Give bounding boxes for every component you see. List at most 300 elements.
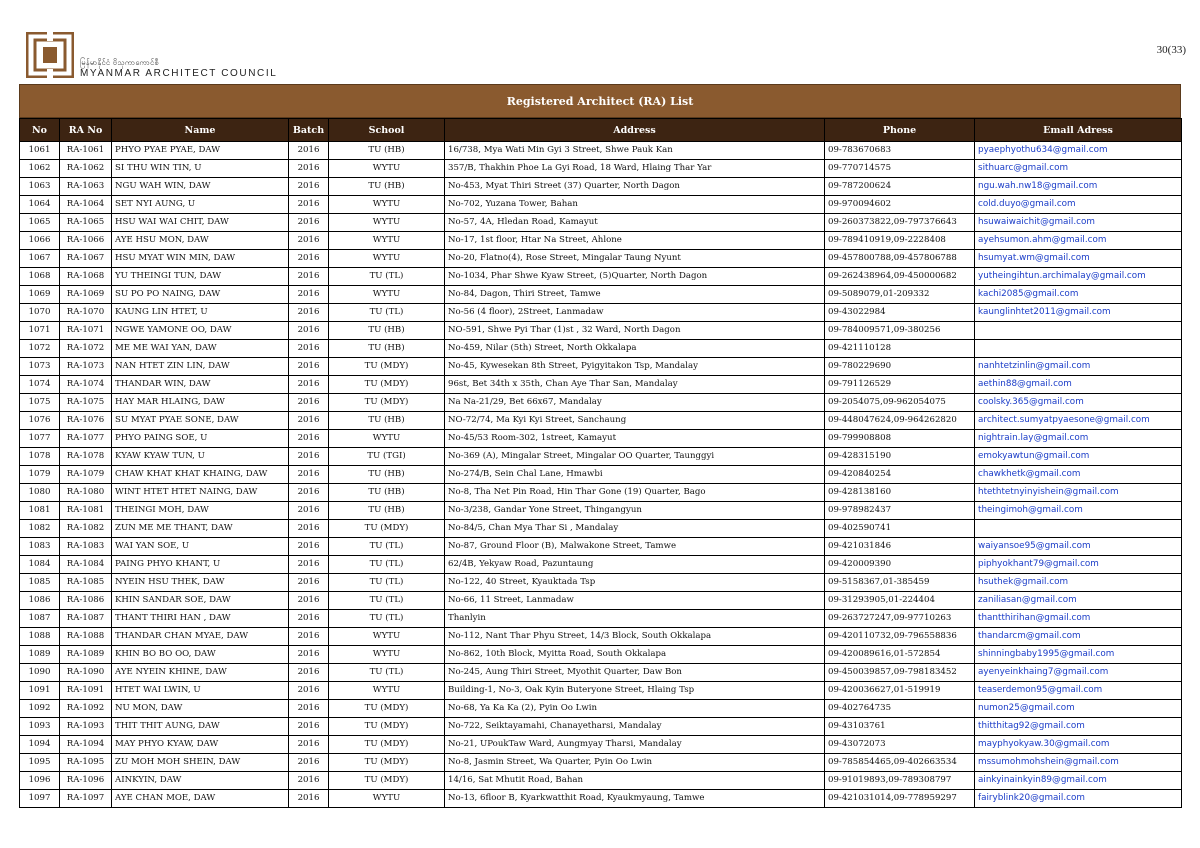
cell-phone: 09-420089616,01-572854 xyxy=(825,646,975,664)
cell-phone: 09-5158367,01-385459 xyxy=(825,574,975,592)
cell-email[interactable]: mssumohmohshein@gmail.com xyxy=(975,754,1182,772)
table-row xyxy=(20,592,1182,610)
cell-email[interactable]: nanhtetzinlin@gmail.com xyxy=(975,358,1182,376)
cell-no: 1063 xyxy=(20,178,60,196)
cell-ra-no: RA-1066 xyxy=(60,232,112,250)
cell-phone: 09-428315190 xyxy=(825,448,975,466)
cell-phone: 09-457800788,09-457806788 xyxy=(825,250,975,268)
col-header-name: Name xyxy=(112,119,289,142)
cell-phone: 09-450039857,09-798183452 xyxy=(825,664,975,682)
cell-address: No-56 (4 floor), 2Street, Lanmadaw xyxy=(445,304,825,322)
cell-phone: 09-402764735 xyxy=(825,700,975,718)
cell-name: WINT HTET HTET NAING, DAW xyxy=(112,484,289,502)
cell-email[interactable]: thitthitag92@gmail.com xyxy=(975,718,1182,736)
cell-batch: 2016 xyxy=(289,700,329,718)
cell-no: 1095 xyxy=(20,754,60,772)
cell-email[interactable]: theingimoh@gmail.com xyxy=(975,502,1182,520)
cell-ra-no: RA-1090 xyxy=(60,664,112,682)
cell-ra-no: RA-1089 xyxy=(60,646,112,664)
table-row xyxy=(20,484,1182,502)
cell-no: 1080 xyxy=(20,484,60,502)
cell-ra-no: RA-1073 xyxy=(60,358,112,376)
cell-ra-no: RA-1074 xyxy=(60,376,112,394)
council-logo-icon xyxy=(26,32,74,78)
cell-no: 1072 xyxy=(20,340,60,358)
cell-email[interactable]: cold.duyo@gmail.com xyxy=(975,196,1182,214)
table-row xyxy=(20,718,1182,736)
table-row xyxy=(20,646,1182,664)
cell-school: TU (HB) xyxy=(329,340,445,358)
cell-email[interactable]: shinningbaby1995@gmail.com xyxy=(975,646,1182,664)
cell-name: NYEIN HSU THEK, DAW xyxy=(112,574,289,592)
cell-phone: 09-420009390 xyxy=(825,556,975,574)
cell-ra-no: RA-1088 xyxy=(60,628,112,646)
cell-email[interactable]: piphyokhant79@gmail.com xyxy=(975,556,1182,574)
cell-address: No-84, Dagon, Thiri Street, Tamwe xyxy=(445,286,825,304)
cell-ra-no: RA-1081 xyxy=(60,502,112,520)
cell-address: No-84/5, Chan Mya Thar Si , Mandalay xyxy=(445,520,825,538)
cell-email xyxy=(975,340,1182,358)
table-row xyxy=(20,538,1182,556)
cell-ra-no: RA-1084 xyxy=(60,556,112,574)
cell-name: THANDAR WIN, DAW xyxy=(112,376,289,394)
cell-address: No-21, UPoukTaw Ward, Aungmyay Tharsi, Mandalay xyxy=(445,736,825,754)
cell-email[interactable]: hsumyat.wm@gmail.com xyxy=(975,250,1182,268)
cell-address: 357/B, Thakhin Phoe La Gyi Road, 18 Ward, Hlaing Thar Yar xyxy=(445,160,825,178)
cell-email[interactable]: numon25@gmail.com xyxy=(975,700,1182,718)
cell-email[interactable]: zaniliasan@gmail.com xyxy=(975,592,1182,610)
cell-ra-no: RA-1092 xyxy=(60,700,112,718)
table-row xyxy=(20,376,1182,394)
cell-batch: 2016 xyxy=(289,196,329,214)
cell-name: AYE CHAN MOE, DAW xyxy=(112,790,289,808)
cell-phone: 09-787200624 xyxy=(825,178,975,196)
cell-batch: 2016 xyxy=(289,160,329,178)
cell-no: 1071 xyxy=(20,322,60,340)
cell-address: No-245, Aung Thiri Street, Myothit Quarter, Daw Bon xyxy=(445,664,825,682)
cell-ra-no: RA-1096 xyxy=(60,772,112,790)
cell-batch: 2016 xyxy=(289,322,329,340)
cell-school: TU (TL) xyxy=(329,556,445,574)
cell-school: TU (MDY) xyxy=(329,736,445,754)
cell-phone: 09-448047624,09-964262820 xyxy=(825,412,975,430)
cell-ra-no: RA-1061 xyxy=(60,142,112,160)
table-title: Registered Architect (RA) List xyxy=(19,84,1181,118)
cell-ra-no: RA-1093 xyxy=(60,718,112,736)
cell-email xyxy=(975,322,1182,340)
cell-phone: 09-421031846 xyxy=(825,538,975,556)
cell-name: NAN HTET ZIN LIN, DAW xyxy=(112,358,289,376)
cell-school: TU (MDY) xyxy=(329,358,445,376)
cell-school: WYTU xyxy=(329,628,445,646)
table-row xyxy=(20,412,1182,430)
cell-name: SET NYI AUNG, U xyxy=(112,196,289,214)
cell-name: NGWE YAMONE OO, DAW xyxy=(112,322,289,340)
cell-batch: 2016 xyxy=(289,592,329,610)
cell-address: No-45/53 Room-302, 1street, Kamayut xyxy=(445,430,825,448)
cell-address: No-459, Nilar (5th) Street, North Okkalapa xyxy=(445,340,825,358)
cell-batch: 2016 xyxy=(289,790,329,808)
cell-school: TU (MDY) xyxy=(329,394,445,412)
cell-ra-no: RA-1068 xyxy=(60,268,112,286)
cell-address: No-369 (A), Mingalar Street, Mingalar OO Quarter, Taunggyi xyxy=(445,448,825,466)
cell-no: 1084 xyxy=(20,556,60,574)
cell-name: YU THEINGI TUN, DAW xyxy=(112,268,289,286)
cell-email[interactable]: fairyblink20@gmail.com xyxy=(975,790,1182,808)
col-header-email: Email Adress xyxy=(975,119,1182,142)
cell-phone: 09-970094602 xyxy=(825,196,975,214)
cell-batch: 2016 xyxy=(289,142,329,160)
col-header-no: No xyxy=(20,119,60,142)
cell-no: 1081 xyxy=(20,502,60,520)
cell-phone: 09-260373822,09-797376643 xyxy=(825,214,975,232)
cell-batch: 2016 xyxy=(289,538,329,556)
cell-address: NO-591, Shwe Pyi Thar (1)st , 32 Ward, North Dagon xyxy=(445,322,825,340)
col-header-ra-no: RA No xyxy=(60,119,112,142)
cell-school: TU (TL) xyxy=(329,574,445,592)
cell-name: NGU WAH WIN, DAW xyxy=(112,178,289,196)
cell-address: 96st, Bet 34th x 35th, Chan Aye Thar San, Mandalay xyxy=(445,376,825,394)
cell-ra-no: RA-1097 xyxy=(60,790,112,808)
cell-no: 1076 xyxy=(20,412,60,430)
cell-phone: 09-43072073 xyxy=(825,736,975,754)
table-row xyxy=(20,178,1182,196)
cell-school: TU (MDY) xyxy=(329,376,445,394)
cell-ra-no: RA-1086 xyxy=(60,592,112,610)
table-row xyxy=(20,736,1182,754)
col-header-address: Address xyxy=(445,119,825,142)
cell-phone: 09-780229690 xyxy=(825,358,975,376)
cell-name: CHAW KHAT KHAT KHAING, DAW xyxy=(112,466,289,484)
cell-address: No-87, Ground Floor (B), Malwakone Street, Tamwe xyxy=(445,538,825,556)
cell-batch: 2016 xyxy=(289,340,329,358)
cell-batch: 2016 xyxy=(289,664,329,682)
cell-email[interactable]: pyaephyothu634@gmail.com xyxy=(975,142,1182,160)
cell-school: WYTU xyxy=(329,232,445,250)
col-header-school: School xyxy=(329,119,445,142)
cell-batch: 2016 xyxy=(289,682,329,700)
cell-name: PHYO PYAE PYAE, DAW xyxy=(112,142,289,160)
cell-name: ME ME WAI YAN, DAW xyxy=(112,340,289,358)
cell-no: 1074 xyxy=(20,376,60,394)
col-header-batch: Batch xyxy=(289,119,329,142)
cell-address: 62/4B, Yekyaw Road, Pazuntaung xyxy=(445,556,825,574)
cell-email[interactable]: sithuarc@gmail.com xyxy=(975,160,1182,178)
cell-ra-no: RA-1082 xyxy=(60,520,112,538)
cell-no: 1070 xyxy=(20,304,60,322)
cell-name: AINKYIN, DAW xyxy=(112,772,289,790)
cell-no: 1064 xyxy=(20,196,60,214)
cell-no: 1073 xyxy=(20,358,60,376)
cell-no: 1083 xyxy=(20,538,60,556)
table-row xyxy=(20,790,1182,808)
table-row xyxy=(20,196,1182,214)
table-row xyxy=(20,358,1182,376)
cell-school: WYTU xyxy=(329,430,445,448)
table-row xyxy=(20,250,1182,268)
cell-address: No-122, 40 Street, Kyauktada Tsp xyxy=(445,574,825,592)
cell-no: 1078 xyxy=(20,448,60,466)
cell-no: 1097 xyxy=(20,790,60,808)
cell-no: 1088 xyxy=(20,628,60,646)
ra-table xyxy=(19,118,1182,808)
cell-phone: 09-31293905,01-224404 xyxy=(825,592,975,610)
cell-no: 1067 xyxy=(20,250,60,268)
cell-phone: 09-784009571,09-380256 xyxy=(825,322,975,340)
cell-school: TU (TL) xyxy=(329,538,445,556)
table-header-row xyxy=(20,119,1182,142)
cell-batch: 2016 xyxy=(289,646,329,664)
cell-school: TU (MDY) xyxy=(329,754,445,772)
cell-phone: 09-5089079,01-209332 xyxy=(825,286,975,304)
cell-email[interactable]: thandarcm@gmail.com xyxy=(975,628,1182,646)
cell-address: No-8, Tha Net Pin Road, Hin Thar Gone (19) Quarter, Bago xyxy=(445,484,825,502)
table-row xyxy=(20,754,1182,772)
ra-list-sheet xyxy=(19,84,1181,808)
table-row xyxy=(20,610,1182,628)
cell-phone: 09-43103761 xyxy=(825,718,975,736)
cell-school: TU (MDY) xyxy=(329,700,445,718)
cell-email[interactable]: architect.sumyatpyaesone@gmail.com xyxy=(975,412,1182,430)
table-row xyxy=(20,700,1182,718)
cell-no: 1082 xyxy=(20,520,60,538)
cell-email[interactable]: mayphyokyaw.30@gmail.com xyxy=(975,736,1182,754)
cell-no: 1094 xyxy=(20,736,60,754)
cell-batch: 2016 xyxy=(289,412,329,430)
cell-ra-no: RA-1070 xyxy=(60,304,112,322)
cell-ra-no: RA-1087 xyxy=(60,610,112,628)
cell-school: TU (TL) xyxy=(329,304,445,322)
cell-no: 1065 xyxy=(20,214,60,232)
cell-address: No-20, Flatno(4), Rose Street, Mingalar Taung Nyunt xyxy=(445,250,825,268)
cell-batch: 2016 xyxy=(289,232,329,250)
cell-school: TU (MDY) xyxy=(329,772,445,790)
cell-school: WYTU xyxy=(329,682,445,700)
cell-school: WYTU xyxy=(329,214,445,232)
table-row xyxy=(20,466,1182,484)
cell-phone: 09-402590741 xyxy=(825,520,975,538)
table-row xyxy=(20,286,1182,304)
cell-batch: 2016 xyxy=(289,754,329,772)
cell-no: 1096 xyxy=(20,772,60,790)
cell-school: TU (TL) xyxy=(329,268,445,286)
cell-address: No-1034, Phar Shwe Kyaw Street, (5)Quarter, North Dagon xyxy=(445,268,825,286)
cell-batch: 2016 xyxy=(289,214,329,232)
cell-name: SI THU WIN TIN, U xyxy=(112,160,289,178)
cell-phone: 09-783670683 xyxy=(825,142,975,160)
cell-email[interactable]: ainkyinainkyin89@gmail.com xyxy=(975,772,1182,790)
cell-ra-no: RA-1065 xyxy=(60,214,112,232)
cell-ra-no: RA-1069 xyxy=(60,286,112,304)
cell-email[interactable]: kachi2085@gmail.com xyxy=(975,286,1182,304)
cell-email[interactable]: coolsky.365@gmail.com xyxy=(975,394,1182,412)
cell-name: AYE HSU MON, DAW xyxy=(112,232,289,250)
cell-school: TU (MDY) xyxy=(329,520,445,538)
cell-email[interactable]: hsuthek@gmail.com xyxy=(975,574,1182,592)
cell-batch: 2016 xyxy=(289,394,329,412)
cell-phone: 09-43022984 xyxy=(825,304,975,322)
cell-name: WAI YAN SOE, U xyxy=(112,538,289,556)
cell-ra-no: RA-1076 xyxy=(60,412,112,430)
cell-no: 1089 xyxy=(20,646,60,664)
cell-address: No-453, Myat Thiri Street (37) Quarter, North Dagon xyxy=(445,178,825,196)
cell-address: Na Na-21/29, Bet 66x67, Mandalay xyxy=(445,394,825,412)
cell-ra-no: RA-1077 xyxy=(60,430,112,448)
cell-school: TU (HB) xyxy=(329,322,445,340)
cell-name: HSU WAI WAI CHIT, DAW xyxy=(112,214,289,232)
cell-name: KHIN BO BO OO, DAW xyxy=(112,646,289,664)
cell-batch: 2016 xyxy=(289,628,329,646)
cell-school: WYTU xyxy=(329,790,445,808)
cell-address: Building-1, No-3, Oak Kyin Buteryone Street, Hlaing Tsp xyxy=(445,682,825,700)
cell-batch: 2016 xyxy=(289,556,329,574)
cell-email[interactable]: teaserdemon95@gmail.com xyxy=(975,682,1182,700)
cell-batch: 2016 xyxy=(289,178,329,196)
cell-no: 1077 xyxy=(20,430,60,448)
cell-name: PAING PHYO KHANT, U xyxy=(112,556,289,574)
cell-address: NO-72/74, Ma Kyi Kyi Street, Sanchaung xyxy=(445,412,825,430)
cell-phone: 09-420110732,09-796558836 xyxy=(825,628,975,646)
cell-address: No-112, Nant Thar Phyu Street, 14/3 Block, South Okkalapa xyxy=(445,628,825,646)
cell-phone: 09-791126529 xyxy=(825,376,975,394)
cell-school: TU (TL) xyxy=(329,664,445,682)
cell-email[interactable]: chawkhetk@gmail.com xyxy=(975,466,1182,484)
cell-no: 1086 xyxy=(20,592,60,610)
cell-address: No-17, 1st floor, Htar Na Street, Ahlone xyxy=(445,232,825,250)
table-row xyxy=(20,142,1182,160)
cell-address: No-68, Ya Ka Ka (2), Pyin Oo Lwin xyxy=(445,700,825,718)
cell-name: ZUN ME ME THANT, DAW xyxy=(112,520,289,538)
cell-school: TU (HB) xyxy=(329,412,445,430)
cell-name: THANT THIRI HAN , DAW xyxy=(112,610,289,628)
cell-phone: 09-421110128 xyxy=(825,340,975,358)
cell-school: TU (TL) xyxy=(329,592,445,610)
cell-phone: 09-428138160 xyxy=(825,484,975,502)
cell-school: WYTU xyxy=(329,196,445,214)
cell-ra-no: RA-1064 xyxy=(60,196,112,214)
cell-no: 1085 xyxy=(20,574,60,592)
cell-batch: 2016 xyxy=(289,358,329,376)
table-row xyxy=(20,268,1182,286)
table-row xyxy=(20,628,1182,646)
cell-school: TU (MDY) xyxy=(329,718,445,736)
cell-email[interactable]: emokyawtun@gmail.com xyxy=(975,448,1182,466)
cell-address: No-702, Yuzana Tower, Bahan xyxy=(445,196,825,214)
cell-batch: 2016 xyxy=(289,610,329,628)
cell-address: 14/16, Sat Mhutit Road, Bahan xyxy=(445,772,825,790)
cell-batch: 2016 xyxy=(289,502,329,520)
cell-ra-no: RA-1075 xyxy=(60,394,112,412)
cell-ra-no: RA-1095 xyxy=(60,754,112,772)
cell-email[interactable]: hsuwaiwaichit@gmail.com xyxy=(975,214,1182,232)
cell-email[interactable]: nightrain.lay@gmail.com xyxy=(975,430,1182,448)
cell-email xyxy=(975,520,1182,538)
cell-no: 1087 xyxy=(20,610,60,628)
cell-name: AYE NYEIN KHINE, DAW xyxy=(112,664,289,682)
org-name: MYANMAR ARCHITECT COUNCIL xyxy=(80,68,278,79)
table-row xyxy=(20,502,1182,520)
cell-no: 1062 xyxy=(20,160,60,178)
cell-ra-no: RA-1094 xyxy=(60,736,112,754)
cell-ra-no: RA-1078 xyxy=(60,448,112,466)
cell-ra-no: RA-1062 xyxy=(60,160,112,178)
cell-address: No-274/B, Sein Chal Lane, Hmawbi xyxy=(445,466,825,484)
table-row xyxy=(20,304,1182,322)
cell-name: THIT THIT AUNG, DAW xyxy=(112,718,289,736)
cell-email[interactable]: kaunglinhtet2011@gmail.com xyxy=(975,304,1182,322)
cell-address: 16/738, Mya Wati Min Gyi 3 Street, Shwe Pauk Kan xyxy=(445,142,825,160)
cell-no: 1093 xyxy=(20,718,60,736)
cell-batch: 2016 xyxy=(289,520,329,538)
cell-batch: 2016 xyxy=(289,718,329,736)
cell-name: PHYO PAING SOE, U xyxy=(112,430,289,448)
table-row xyxy=(20,232,1182,250)
cell-school: WYTU xyxy=(329,286,445,304)
cell-name: NU MON, DAW xyxy=(112,700,289,718)
cell-school: TU (HB) xyxy=(329,484,445,502)
cell-batch: 2016 xyxy=(289,430,329,448)
cell-school: WYTU xyxy=(329,250,445,268)
org-name-burmese: မြန်မာနိုင်ငံ ဗိသုကာကောင်စီ xyxy=(80,58,159,67)
table-row xyxy=(20,430,1182,448)
cell-no: 1075 xyxy=(20,394,60,412)
cell-ra-no: RA-1091 xyxy=(60,682,112,700)
cell-no: 1090 xyxy=(20,664,60,682)
table-row xyxy=(20,520,1182,538)
cell-email[interactable]: aethin88@gmail.com xyxy=(975,376,1182,394)
cell-school: WYTU xyxy=(329,646,445,664)
cell-batch: 2016 xyxy=(289,448,329,466)
cell-ra-no: RA-1072 xyxy=(60,340,112,358)
cell-no: 1066 xyxy=(20,232,60,250)
table-row xyxy=(20,394,1182,412)
table-row xyxy=(20,160,1182,178)
cell-phone: 09-789410919,09-2228408 xyxy=(825,232,975,250)
cell-address: No-66, 11 Street, Lanmadaw xyxy=(445,592,825,610)
cell-email[interactable]: ayenyeinkhaing7@gmail.com xyxy=(975,664,1182,682)
cell-email[interactable]: ngu.wah.nw18@gmail.com xyxy=(975,178,1182,196)
cell-batch: 2016 xyxy=(289,250,329,268)
cell-name: SU MYAT PYAE SONE, DAW xyxy=(112,412,289,430)
table-row xyxy=(20,556,1182,574)
cell-school: TU (HB) xyxy=(329,142,445,160)
cell-ra-no: RA-1085 xyxy=(60,574,112,592)
cell-phone: 09-978982437 xyxy=(825,502,975,520)
cell-email[interactable]: thantthirihan@gmail.com xyxy=(975,610,1182,628)
cell-name: HSU MYAT WIN MIN, DAW xyxy=(112,250,289,268)
cell-phone: 09-785854465,09-402663534 xyxy=(825,754,975,772)
cell-no: 1069 xyxy=(20,286,60,304)
col-header-phone: Phone xyxy=(825,119,975,142)
cell-phone: 09-2054075,09-962054075 xyxy=(825,394,975,412)
page-number: 30(33) xyxy=(1156,44,1186,56)
cell-no: 1079 xyxy=(20,466,60,484)
cell-email[interactable]: yutheingihtun.archimalay@gmail.com xyxy=(975,268,1182,286)
cell-email[interactable]: htethtetnyinyishein@gmail.com xyxy=(975,484,1182,502)
cell-name: KHIN SANDAR SOE, DAW xyxy=(112,592,289,610)
cell-email[interactable]: ayehsumon.ahm@gmail.com xyxy=(975,232,1182,250)
cell-address: No-862, 10th Block, Myitta Road, South Okkalapa xyxy=(445,646,825,664)
cell-ra-no: RA-1063 xyxy=(60,178,112,196)
cell-email[interactable]: waiyansoe95@gmail.com xyxy=(975,538,1182,556)
cell-batch: 2016 xyxy=(289,772,329,790)
cell-address: No-13, 6floor B, Kyarkwatthit Road, Kyaukmyaung, Tamwe xyxy=(445,790,825,808)
cell-batch: 2016 xyxy=(289,574,329,592)
cell-name: KYAW KYAW TUN, U xyxy=(112,448,289,466)
cell-school: TU (HB) xyxy=(329,502,445,520)
cell-batch: 2016 xyxy=(289,304,329,322)
cell-address: No-8, Jasmin Street, Wa Quarter, Pyin Oo Lwin xyxy=(445,754,825,772)
